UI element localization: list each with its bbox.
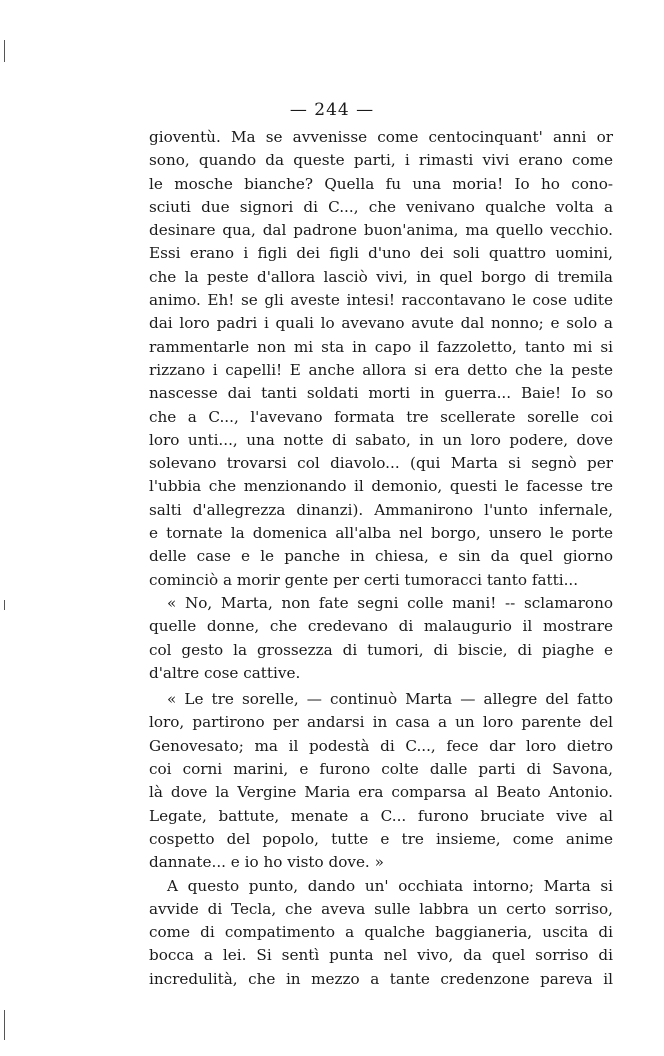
text-line: loro unti..., una notte di sabato, in un loro podere, dove [149, 430, 613, 449]
text-line: avvide di Tecla, che aveva sulle labbra un certo sorriso, [149, 899, 613, 918]
text-line: solevano trovarsi col diavolo... (qui Marta si segnò per [149, 454, 613, 473]
scan-edge-mark [4, 1010, 5, 1040]
text-line: dannate... e io ho visto dove. » [149, 853, 384, 872]
scan-edge-mark [4, 40, 5, 62]
text-line: salti d'allegrezza dinanzi). Ammanirono l'unto infernale, [149, 500, 613, 519]
text-line: desinare qua, dal padrone buon'anima, ma quello vecchio. [149, 221, 613, 240]
text-line: animo. Eh! se gli aveste intesi! raccontavano le cose udite [149, 291, 613, 310]
text-line: sono, quando da queste parti, i rimasti vivi erano come [149, 151, 613, 170]
text-line: cominciò a morir gente per certi tumoracci tanto fatti... [149, 570, 579, 589]
text-line: l'ubbia che menzionando il demonio, questi le facesse tre [149, 477, 613, 496]
scan-edge-mark [4, 600, 5, 610]
text-line: Genovesato; ma il podestà di C..., fece dar loro dietro [149, 736, 613, 755]
text-line: rammentarle non mi sta in capo il fazzoletto, tanto mi si [149, 337, 613, 356]
text-line: col gesto la grossezza di tumori, di biscie, di piaghe e [149, 640, 613, 659]
text-line: e tornate la domenica all'alba nel borgo, unsero le porte [149, 524, 613, 543]
text-line: rizzano i capelli! E anche allora si era detto che la peste [149, 360, 613, 379]
text-line: « Le tre sorelle, — continuò Marta — allegre del fatto [167, 690, 613, 709]
text-line: che a C..., l'avevano formata tre scellerate sorelle coi [149, 407, 613, 426]
body-text [149, 126, 613, 991]
text-line: gioventù. Ma se avvenisse come centocinquant' anni or [149, 128, 613, 146]
text-line: delle case e le panche in chiesa, e sin da quel giorno [149, 547, 613, 566]
text-line: d'altre cose cattive. [149, 663, 301, 682]
text-line: « No, Marta, non fate segni colle mani! -- sclamarono [167, 593, 613, 612]
text-line: cospetto del popolo, tutte e tre insieme, come anime [149, 829, 613, 848]
text-line: coi corni marini, e furono colte dalle parti di Savona, [149, 760, 613, 779]
page-number: — 244 — [289, 100, 375, 120]
text-line: sciuti due signori di C..., che venivano qualche volta a [149, 197, 613, 216]
text-line: Essi erano i figli dei figli d'uno dei soli quattro uomini, [149, 244, 613, 263]
text-line: là dove la Vergine Maria era comparsa al Beato Antonio. [149, 783, 613, 802]
text-line: bocca a lei. Si sentì punta nel vivo, da quel sorriso di [149, 946, 613, 965]
text-line: Legate, battute, menate a C... furono bruciate vive al [149, 806, 613, 825]
text-line: dai loro padri i quali lo avevano avute dal nonno; e solo a [149, 314, 613, 333]
text-line: le mosche bianche? Quella fu una moria! Io ho cono- [149, 174, 613, 193]
text-line: incredulità, che in mezzo a tante credenzone pareva il [149, 969, 613, 988]
text-line: come di compatimento a qualche baggianeria, uscita di [149, 923, 613, 942]
text-line: quelle donne, che credevano di malaugurio il mostrare [149, 617, 613, 636]
text-line: A questo punto, dando un' occhiata intorno; Marta si [167, 876, 613, 895]
text-line: loro, partirono per andarsi in casa a un loro parente del [149, 713, 613, 732]
text-line: nascesse dai tanti soldati morti in guerra... Baie! Io so [149, 384, 613, 403]
text-line: che la peste d'allora lasciò vivi, in quel borgo di tremila [149, 267, 613, 286]
